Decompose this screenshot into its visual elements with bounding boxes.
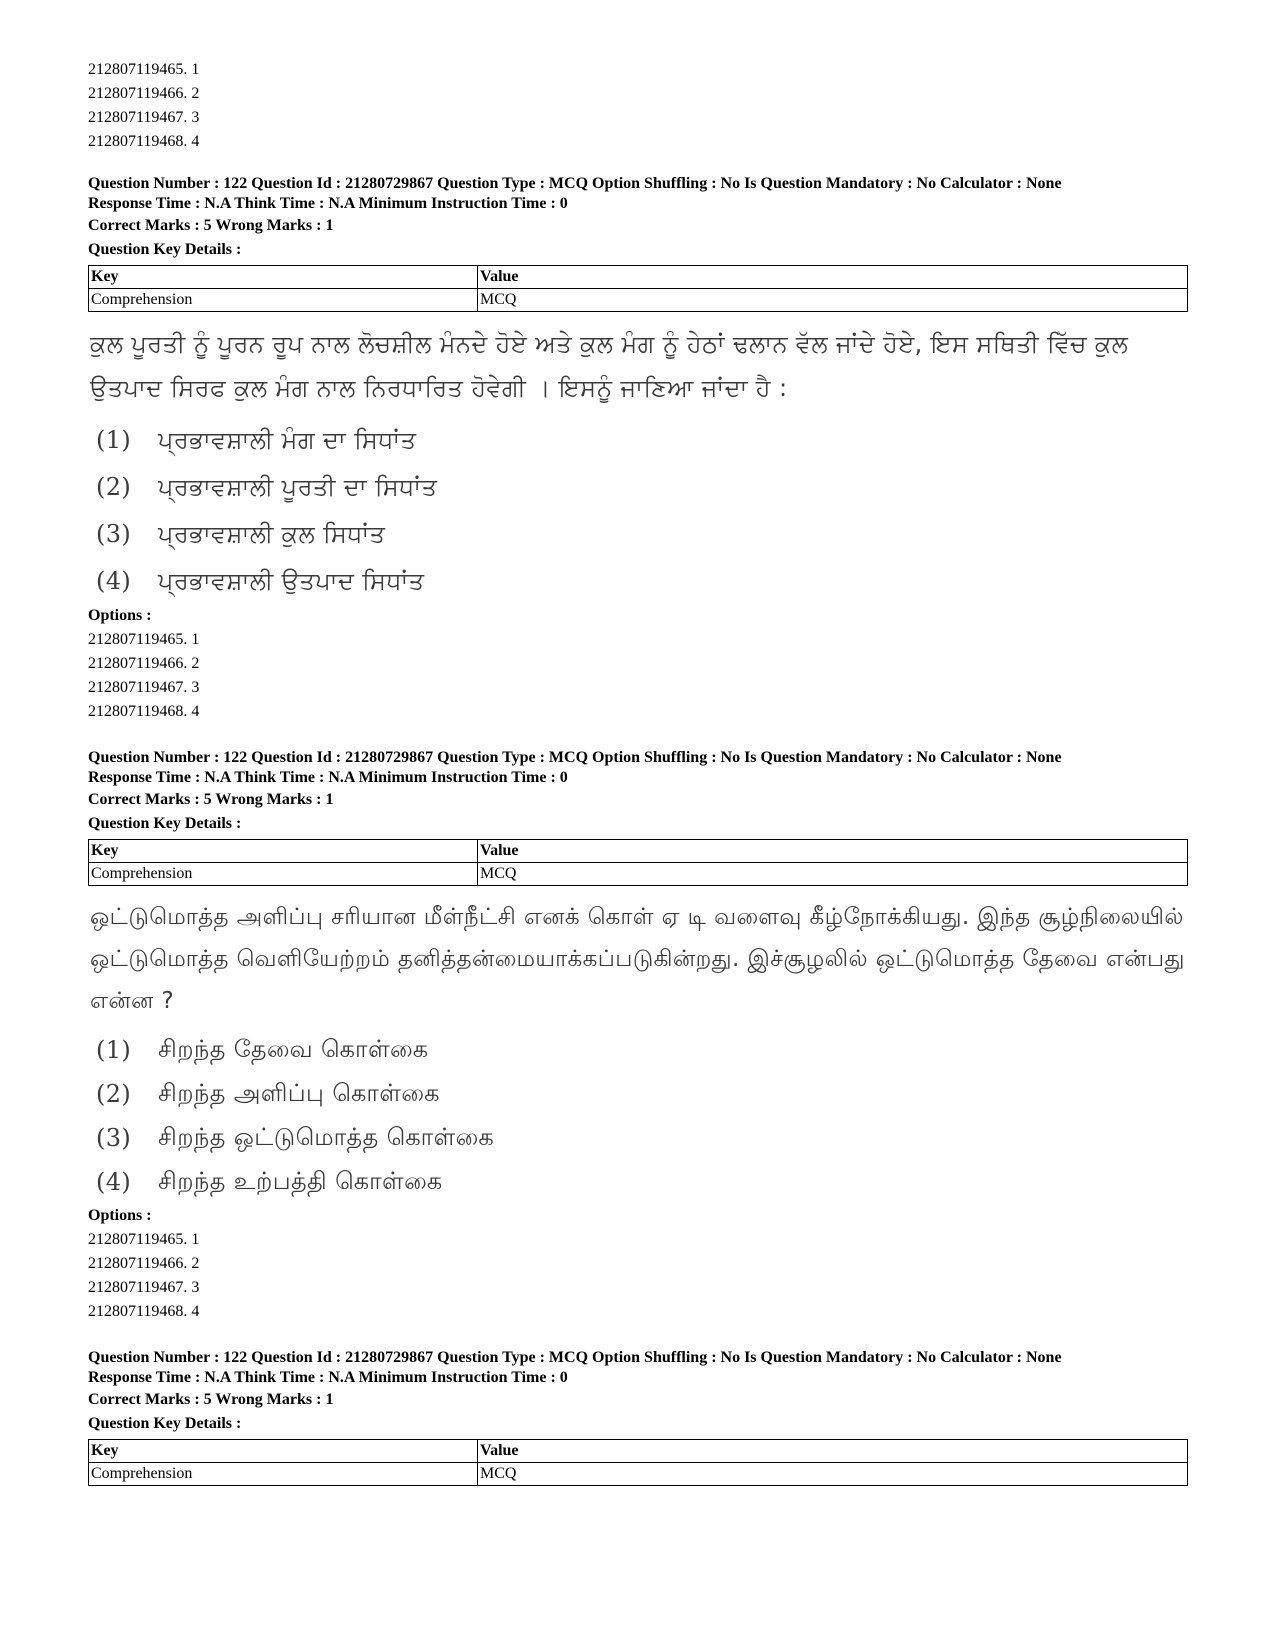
option-line: 212807119465. 1 [88,631,200,648]
table-cell-value: MCQ [478,863,1188,886]
question-marks: Correct Marks : 5 Wrong Marks : 1 [88,217,334,234]
choice-text: சிறந்த தேவை கொள்கை [158,1034,429,1063]
question-key-table [88,839,1188,886]
choice-text: ਪ੍ਰਭਾਵਸ਼ਾਲੀ ਪੂਰਤੀ ਦਾ ਸਿਧਾਂਤ [158,472,438,501]
question-meta-line: Question Number : 122 Question Id : 21280729867 Question Type : MCQ Option Shuffling : No Is Question Mandatory : No Calculator : None [88,1349,1062,1366]
choice-number: (2) [96,1080,132,1108]
table-cell-key: Comprehension [89,1463,478,1486]
table-header-key: Key [89,266,478,289]
question-text: ஒட்டுமொத்த அளிப்பு சரியான மீள்நீட்சி எனக் கொள் ஏ டி வளைவு கீழ்நோக்கியது. இந்த சூழ்நிலையில் ஒட்டுமொத்த வெளியேற்றம் தனித்தன்மையாக்கப்படுகின்றது. இச்சூழலில் ஒட்டுமொத்த தேவை என்பது என்ன ? [90,904,1185,1014]
choice-text: சிறந்த அளிப்பு கொள்கை [158,1078,440,1107]
table-header-row [89,266,1188,289]
question-choice [96,1028,1188,1072]
question-choice [96,1072,1188,1116]
option-line: 212807119468. 4 [88,133,200,150]
table-cell-key: Comprehension [89,289,478,312]
option-line: 212807119466. 2 [88,655,200,672]
question-timing-line: Response Time : N.A Think Time : N.A Minimum Instruction Time : 0 [88,1369,568,1386]
question-choice [96,510,1188,557]
question-choices [96,416,1188,604]
option-line: 212807119465. 1 [88,61,200,78]
option-line: 212807119467. 3 [88,679,200,696]
table-header-value: Value [478,266,1188,289]
table-header-row [89,840,1188,863]
question-key-table [88,1439,1188,1486]
question-content [88,322,1188,604]
choice-number: (3) [96,1124,132,1152]
choice-number: (4) [96,566,132,595]
option-line: 212807119465. 1 [88,1231,200,1248]
question-timing-line: Response Time : N.A Think Time : N.A Minimum Instruction Time : 0 [88,769,568,786]
table-header-key: Key [89,840,478,863]
choice-number: (2) [96,472,132,501]
table-header-value: Value [478,1440,1188,1463]
choice-text: ਪ੍ਰਭਾਵਸ਼ਾਲੀ ਕੁਲ ਸਿਧਾਂਤ [158,519,386,548]
question-block [88,748,1188,1324]
choice-text: சிறந்த உற்பத்தி கொள்கை [158,1166,443,1195]
options-label: Options : [88,607,152,624]
table-row [89,863,1188,886]
question-choice [96,463,1188,510]
question-block [88,1348,1188,1486]
table-cell-value: MCQ [478,1463,1188,1486]
table-header-value: Value [478,840,1188,863]
option-line: 212807119468. 4 [88,1303,200,1320]
question-key-details-label: Question Key Details : [88,815,242,832]
question-choice [96,557,1188,604]
table-row [89,1463,1188,1486]
choice-text: ਪ੍ਰਭਾਵਸ਼ਾਲੀ ਮੰਗ ਦਾ ਸਿਧਾਂਤ [158,425,417,454]
question-key-details-label: Question Key Details : [88,241,242,258]
question-timing-line: Response Time : N.A Think Time : N.A Minimum Instruction Time : 0 [88,195,568,212]
question-choice [96,416,1188,463]
table-cell-value: MCQ [478,289,1188,312]
question-marks: Correct Marks : 5 Wrong Marks : 1 [88,1391,334,1408]
choice-number: (4) [96,1168,132,1196]
option-line: 212807119467. 3 [88,109,200,126]
table-cell-key: Comprehension [89,863,478,886]
question-choice [96,1160,1188,1204]
question-meta-line: Question Number : 122 Question Id : 21280729867 Question Type : MCQ Option Shuffling : No Is Question Mandatory : No Calculator : None [88,175,1062,192]
table-header-row [89,1440,1188,1463]
question-key-table [88,265,1188,312]
option-line: 212807119467. 3 [88,1279,200,1296]
question-meta-line: Question Number : 122 Question Id : 21280729867 Question Type : MCQ Option Shuffling : No Is Question Mandatory : No Calculator : None [88,749,1062,766]
question-key-details-label: Question Key Details : [88,1415,242,1432]
question-block [88,174,1188,724]
question-choices [96,1028,1188,1204]
table-row [89,289,1188,312]
question-text: ਕੁਲ ਪੂਰਤੀ ਨੂੰ ਪੂਰਨ ਰੂਪ ਨਾਲ ਲੋਚਸ਼ੀਲ ਮੰਨਦੇ ਹੋਏ ਅਤੇ ਕੁਲ ਮੰਗ ਨੂੰ ਹੇਠਾਂ ਢਲਾਨ ਵੱਲ ਜਾਂਦੇ ਹੋਏ, ਇਸ ਸਥਿਤੀ ਵਿੱਚ ਕੁਲ ਉਤਪਾਦ ਸਿਰਫ ਕੁਲ ਮੰਗ ਨਾਲ ਨਿਰਧਾਰਿਤ ਹੋਵੇਗੀ । ਇਸਨੂੰ ਜਾਣਿਆ ਜਾਂਦਾ ਹੈ : [90,330,1129,402]
table-header-key: Key [89,1440,478,1463]
top-options-list [88,58,1188,154]
option-line: 212807119468. 4 [88,703,200,720]
option-line: 212807119466. 2 [88,85,200,102]
question-marks: Correct Marks : 5 Wrong Marks : 1 [88,791,334,808]
choice-text: ਪ੍ਰਭਾਵਸ਼ਾਲੀ ਉਤਪਾਦ ਸਿਧਾਂਤ [158,566,425,595]
question-choice [96,1116,1188,1160]
document-page [88,58,1188,1492]
options-label: Options : [88,1207,152,1224]
choice-number: (3) [96,519,132,548]
choice-text: சிறந்த ஒட்டுமொத்த கொள்கை [158,1122,495,1151]
question-content [88,896,1188,1204]
option-line: 212807119466. 2 [88,1255,200,1272]
choice-number: (1) [96,1036,132,1064]
choice-number: (1) [96,425,132,454]
